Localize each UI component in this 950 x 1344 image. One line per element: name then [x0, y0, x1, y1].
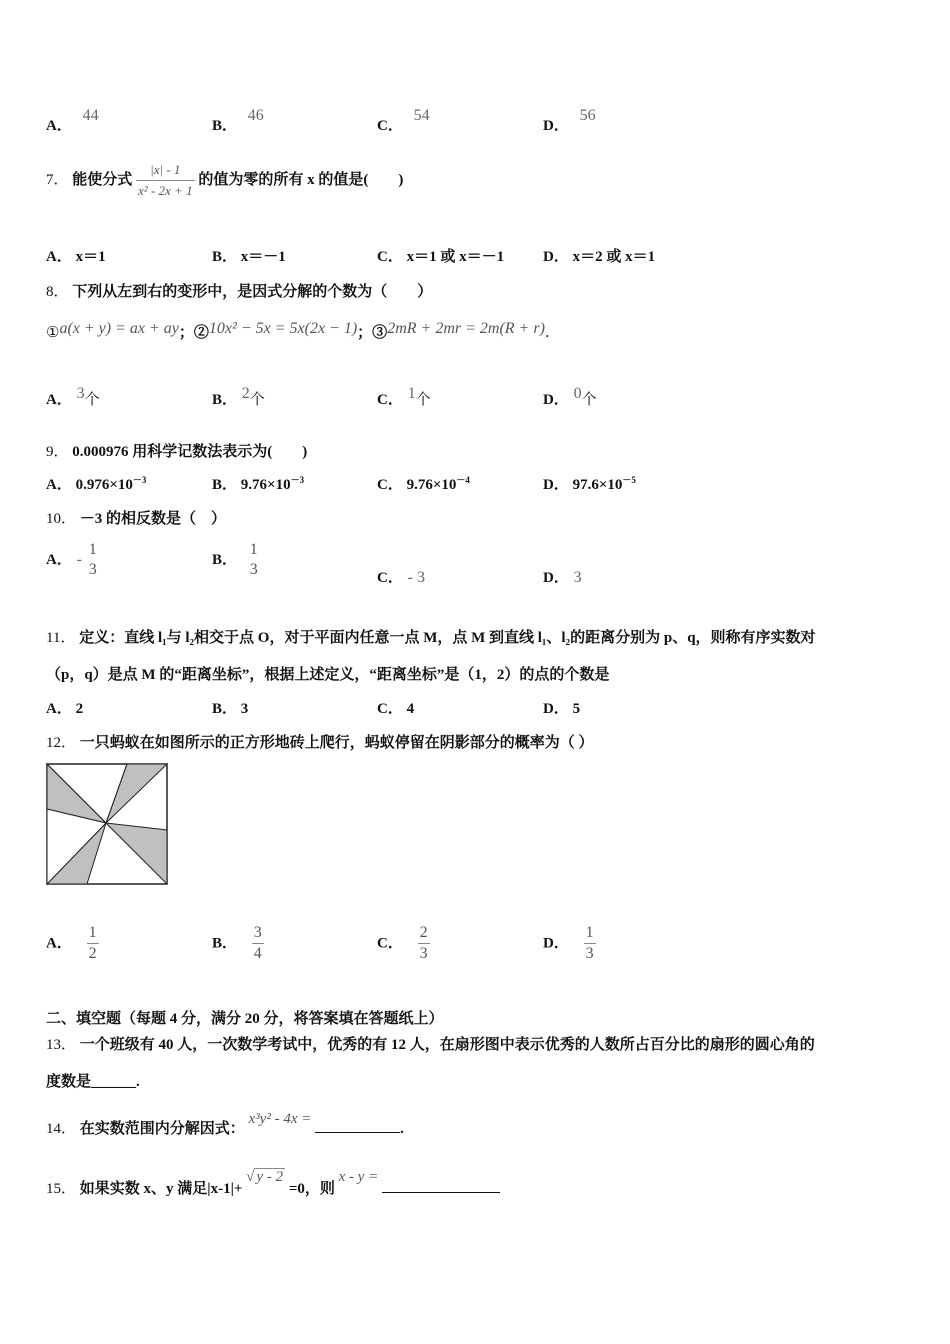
question-text: 在实数范围内分解因式： [79, 1121, 245, 1137]
option-value: 54 [413, 107, 430, 124]
math-expression: 10x² − 5x = 5x(2x − 1) [208, 320, 358, 337]
question-number: 14． [46, 1121, 77, 1137]
question-text: 下列从左到右的变形中，是因式分解的个数为（ ） [72, 284, 433, 300]
option-label: B． [212, 118, 238, 134]
math-expression: 2mR + 2mr = 2m(R + r) [387, 320, 545, 337]
q12-option-d: D． $\frac{1}{3}$ [543, 924, 594, 962]
question-10 [46, 507, 226, 528]
q11-option-a: A． 2 [46, 701, 84, 717]
option-value: 56 [579, 107, 596, 124]
section-title: 二、填空题（每题 4 分，满分 20 分，将答案填在答题纸上） [46, 1011, 444, 1027]
option-label: C． [377, 118, 403, 134]
question-number: 13． [46, 1037, 77, 1053]
q8-option-d: D． 0个 [543, 385, 597, 408]
q8-option-a: A． 3个 [46, 385, 100, 408]
math-expression: a(x + y) = ax + ay [59, 320, 179, 337]
q8-items [46, 321, 550, 342]
item-marker: ① [46, 323, 60, 341]
q9-option-d: D． $97.6\times 10^{-5}$ [543, 475, 636, 493]
question-12 [46, 731, 594, 752]
question-13-line2: 度数是______. [46, 1074, 140, 1090]
sqrt-radicand: y - 2 [256, 1169, 284, 1185]
q11-option-c: C． 4 [377, 701, 415, 717]
q9-option-c: C． $9.76\times 10^{-4}$ [377, 475, 470, 493]
question-number: 12． [46, 735, 77, 751]
question-number: 8． [46, 284, 69, 300]
question-text: 能使分式 [72, 171, 133, 188]
q10-option-d: D． 3 [543, 569, 582, 586]
separator: ；③ [357, 325, 388, 341]
question-text: 一只蚂蚁在如图所示的正方形地砖上爬行，蚂蚁停留在阴影部分的概率为（ ） [79, 735, 594, 751]
q7-option-c: C． x＝1 或 x＝－1 [377, 249, 505, 265]
question-number: 9． [46, 444, 69, 460]
question-11-line2 [46, 663, 609, 684]
question-7 [46, 160, 403, 201]
question-number: 10． [46, 511, 77, 527]
question-number: 15． [46, 1181, 77, 1197]
question-text: （p，q）是点 M 的“距离坐标”，根据上述定义，“距离坐标”是（1，2）的点的个数是 [46, 667, 610, 683]
option-label: D． [543, 118, 569, 134]
option-label: A． [46, 118, 72, 134]
fraction [136, 160, 195, 201]
q7-option-d: D． x＝2 或 x＝1 [543, 249, 656, 265]
question-15 [46, 1169, 500, 1198]
question-text: 0.000976 用科学记数法表示为( ) [72, 444, 308, 460]
q6-option-c [377, 107, 430, 135]
q10-option-b: B． 1 3 [212, 541, 258, 578]
fraction-denominator: x² - 2x + 1 [138, 183, 193, 198]
question-8 [46, 280, 432, 301]
q10-option-a: A． - 1 3 [46, 541, 97, 578]
separator: ；② [178, 325, 209, 341]
answer-blank[interactable] [382, 1192, 500, 1193]
fraction-numerator: |x| - 1 [136, 160, 195, 181]
q9-option-a: A． $0.976\times 10^{-3}$ [46, 475, 147, 493]
question-13 [46, 1033, 815, 1054]
q12-option-a: A． $\frac{1}{2}$ [46, 924, 97, 962]
q8-option-c: C． 1个 [377, 385, 431, 408]
math-expression: x - y = [338, 1169, 379, 1185]
sqrt-expression: √ y - 2 [246, 1169, 284, 1185]
period: . [544, 323, 550, 341]
question-text: =0，则 [288, 1181, 335, 1197]
option-value: 44 [82, 107, 99, 124]
q8-option-b: B． 2个 [212, 385, 265, 408]
q6-option-d [543, 107, 596, 135]
question-number: 7． [46, 171, 69, 188]
question-text: 定义：直线 l₁与 l₂相交于点 O，对于平面内任意一点 M，点 M 到直线 l₁、l₂的距离分别为 p、q，则称有序实数对 [79, 630, 816, 646]
question-14 [46, 1111, 404, 1138]
question-text: 如果实数 x、y 满足|x-1|+ [79, 1181, 243, 1197]
question-11 [46, 626, 816, 647]
q6-option-a [46, 107, 99, 135]
question-text: －3 的相反数是（ ） [79, 511, 227, 527]
q9-option-b: B． $9.76\times 10^{-3}$ [212, 475, 305, 493]
q10-option-c: C． - 3 [377, 569, 425, 586]
q12-option-c: C． $\frac{2}{3}$ [377, 924, 428, 962]
q12-option-b: B． $\frac{3}{4}$ [212, 924, 262, 962]
period: . [400, 1121, 404, 1137]
math-expression: x³y² - 4x = [248, 1111, 312, 1127]
q6-option-b [212, 107, 264, 135]
option-value: 46 [247, 107, 264, 124]
question-text: 一个班级有 40 人，一次数学考试中，优秀的有 12 人，在扇形图中表示优秀的人数所占百分比的扇形的圆心角的 [79, 1037, 815, 1053]
q7-option-a: A． x＝1 [46, 249, 106, 265]
square-tile-figure [46, 763, 168, 885]
q7-option-b: B． x＝－1 [212, 249, 286, 265]
question-number: 11． [46, 630, 76, 646]
q11-option-b: B． 3 [212, 701, 249, 717]
question-text: 的值为零的所有 x 的值是( ) [198, 171, 404, 188]
question-9 [46, 440, 307, 461]
q11-option-d: D． 5 [543, 701, 581, 717]
answer-blank[interactable] [315, 1132, 400, 1133]
